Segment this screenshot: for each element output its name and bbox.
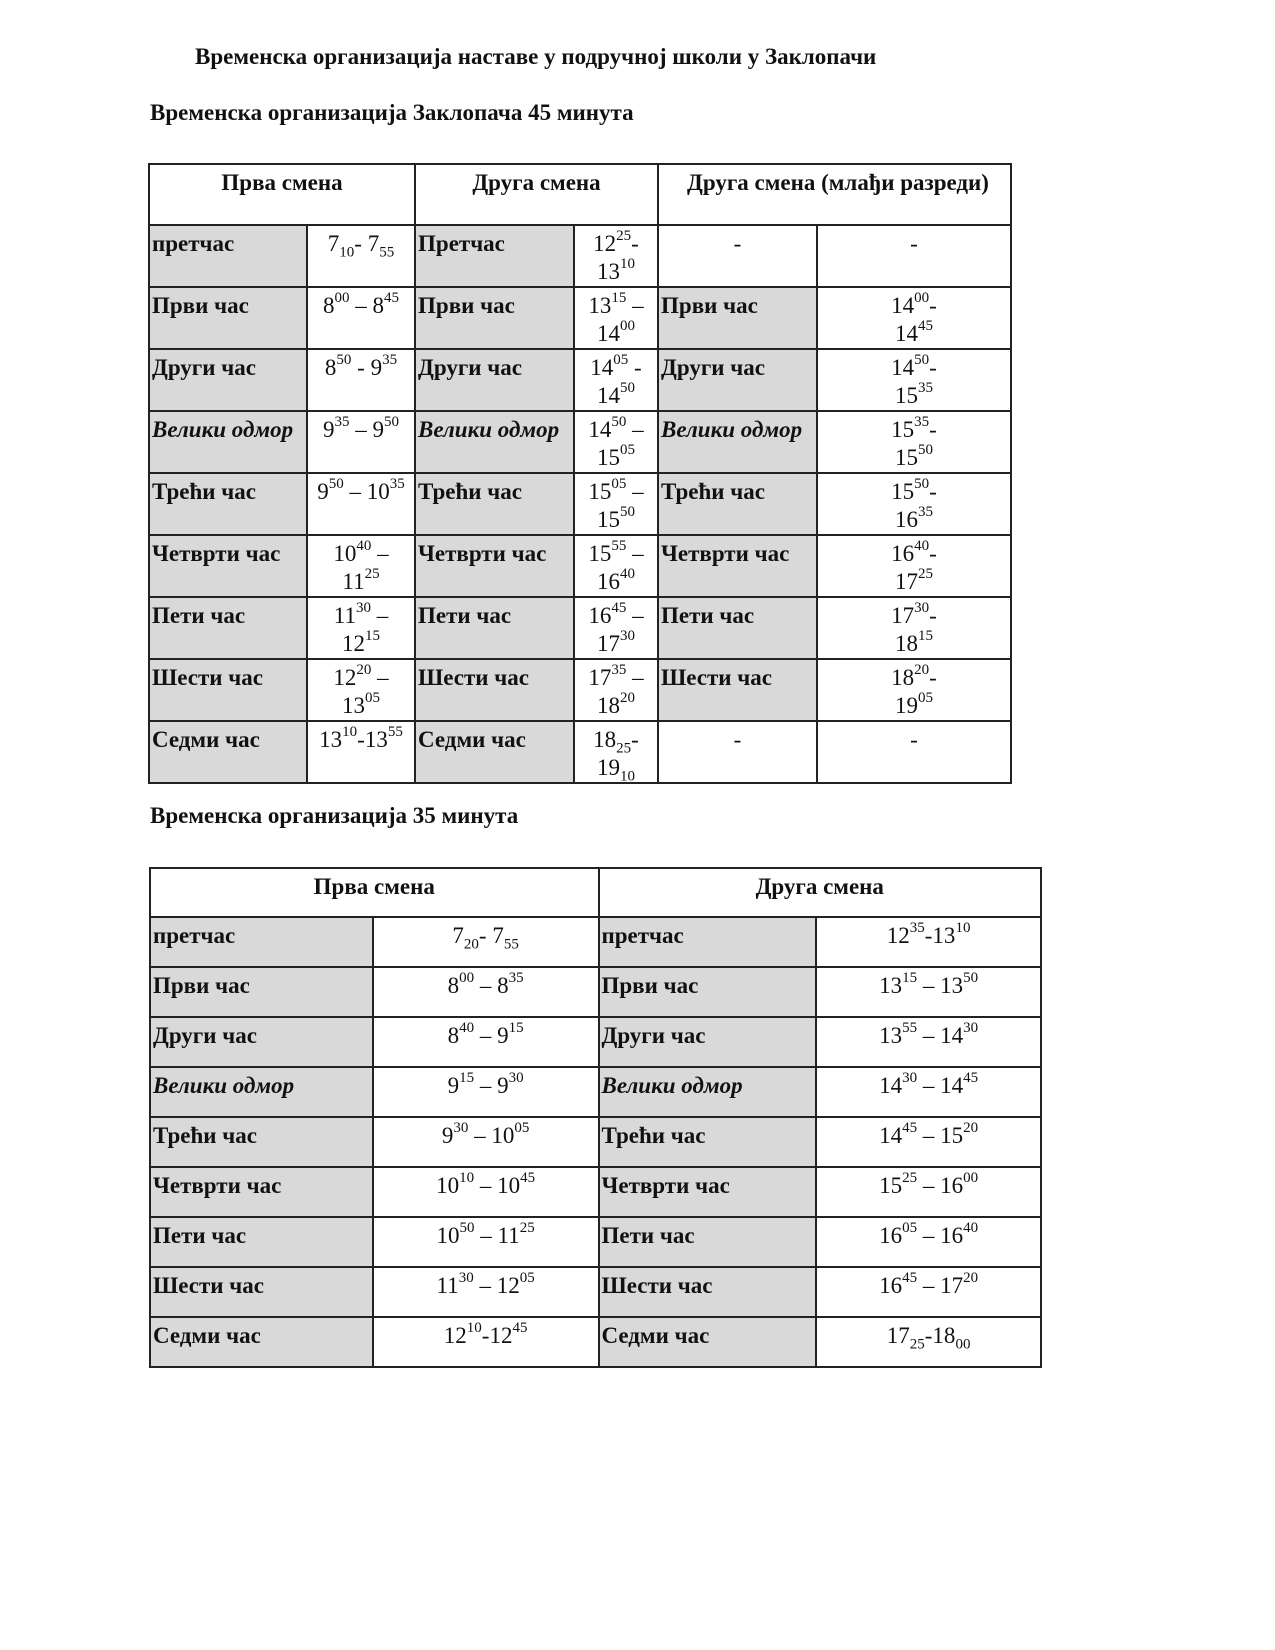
period-time: $12^{35}-13^{10}$ [816, 917, 1041, 967]
period-time: $17^{30}-$ $18^{15}$ [817, 597, 1011, 659]
period-label: Трећи час [149, 473, 307, 535]
header-first-shift: Прва смена [149, 164, 415, 225]
period-label: Шести час [658, 659, 817, 721]
header-second-shift: Друга смена [599, 868, 1042, 917]
period-label: Четврти час [415, 535, 574, 597]
period-label: Први час [150, 967, 373, 1017]
period-label: Велики одмор [415, 411, 574, 473]
period-time: $8^{40} - 9^{15}$ [373, 1017, 599, 1067]
period-time: $14^{00}-$ $14^{45}$ [817, 287, 1011, 349]
period-label: Други час [599, 1017, 817, 1067]
period-label: Четврти час [149, 535, 307, 597]
table-row [150, 917, 1041, 967]
header-second-shift-younger: Друга смена (млађи разреди) [658, 164, 1011, 225]
table-row [150, 967, 1041, 1017]
period-label: - [658, 225, 817, 287]
period-label: - [658, 721, 817, 783]
period-label: Први час [658, 287, 817, 349]
table-row [149, 535, 1011, 597]
period-time: $15^{25} - 16^{00}$ [816, 1167, 1041, 1217]
period-time: $8^{50} - 9^{35}$ [307, 349, 415, 411]
table-row [149, 659, 1011, 721]
period-label: Шести час [415, 659, 574, 721]
table-row [149, 349, 1011, 411]
period-label: Први час [149, 287, 307, 349]
period-time: $12^{10}-12^{45}$ [373, 1317, 599, 1367]
period-label: Први час [415, 287, 574, 349]
period-label: Шести час [149, 659, 307, 721]
period-time: $17_{25}-18_{00}$ [816, 1317, 1041, 1367]
period-time: $8^{00} - 8^{45}$ [307, 287, 415, 349]
period-time: $17^{35}$ – $18^{20}$ [574, 659, 658, 721]
table-row [150, 1317, 1041, 1367]
period-label: Пети час [415, 597, 574, 659]
period-time: $12^{25}-$ $13^{10}$ [574, 225, 658, 287]
period-label: претчас [150, 917, 373, 967]
period-label: Други час [415, 349, 574, 411]
table-row [149, 287, 1011, 349]
period-time: $14^{50}$ – $15^{05}$ [574, 411, 658, 473]
period-label: Пети час [150, 1217, 373, 1267]
section-35-heading: Временска организација 35 минута [150, 803, 519, 828]
period-time: $8^{00} - 8^{35}$ [373, 967, 599, 1017]
period-label: Други час [658, 349, 817, 411]
period-time: $14^{05}$ - $14^{50}$ [574, 349, 658, 411]
period-time: $15^{50}-$ $16^{35}$ [817, 473, 1011, 535]
period-time: $11^{30} - 12^{05}$ [373, 1267, 599, 1317]
table-row [149, 473, 1011, 535]
period-time: $13^{10}-13^{55}$ [307, 721, 415, 783]
period-label: Четврти час [150, 1167, 373, 1217]
period-time: $14^{45} - 15^{20}$ [816, 1117, 1041, 1167]
schedule-45-table [148, 163, 1012, 784]
period-time: $16^{05} - 16^{40}$ [816, 1217, 1041, 1267]
table-row [150, 1217, 1041, 1267]
period-label: Пети час [658, 597, 817, 659]
header-first-shift: Прва смена [150, 868, 599, 917]
period-label: Седми час [599, 1317, 817, 1367]
period-label: Четврти час [658, 535, 817, 597]
period-label: Седми час [415, 721, 574, 783]
period-label: Други час [150, 1017, 373, 1067]
period-time: $15^{55}$ – $16^{40}$ [574, 535, 658, 597]
period-label: Трећи час [658, 473, 817, 535]
period-time: $10^{40}$ – $11^{25}$ [307, 535, 415, 597]
period-label: Четврти час [599, 1167, 817, 1217]
period-label: Пети час [149, 597, 307, 659]
period-time: $18_{25}-$ $19_{10}$ [574, 721, 658, 783]
period-label: Трећи час [415, 473, 574, 535]
period-label: претчас [149, 225, 307, 287]
period-time: $9^{30} - 10^{05}$ [373, 1117, 599, 1167]
period-label: Шести час [150, 1267, 373, 1317]
period-label: претчас [599, 917, 817, 967]
period-time: - [817, 721, 1011, 783]
period-time: $11^{30}$ – $12^{15}$ [307, 597, 415, 659]
schedule-35-table [149, 867, 1042, 1368]
table-row [150, 1117, 1041, 1167]
period-label: Шести час [599, 1267, 817, 1317]
period-time: $7_{20}-$ $7_{55}$ [373, 917, 599, 967]
table-row [149, 411, 1011, 473]
period-time: $9^{35} - 9^{50}$ [307, 411, 415, 473]
period-label: Седми час [150, 1317, 373, 1367]
section-45-heading: Временска организација Заклопача 45 минута [150, 100, 634, 125]
period-label: Велики одмор [150, 1067, 373, 1117]
table-row [149, 597, 1011, 659]
period-label: Пети час [599, 1217, 817, 1267]
period-label: Велики одмор [599, 1067, 817, 1117]
period-label: Трећи час [150, 1117, 373, 1167]
period-time: $13^{15}$ – $14^{00}$ [574, 287, 658, 349]
table-row [150, 1017, 1041, 1067]
period-time: $16^{45}$ – $17^{30}$ [574, 597, 658, 659]
page-title: Временска организација наставе у подручној школи у Заклопачи [195, 44, 877, 69]
period-label: Претчас [415, 225, 574, 287]
period-time: $14^{50}-$ $15^{35}$ [817, 349, 1011, 411]
period-time: $9^{50} - 10^{35}$ [307, 473, 415, 535]
period-time: $16^{45} - 17^{20}$ [816, 1267, 1041, 1317]
table-row [150, 1067, 1041, 1117]
period-time: $15^{35}-$ $15^{50}$ [817, 411, 1011, 473]
table-row [149, 225, 1011, 287]
period-time: $15^{05}$ – $15^{50}$ [574, 473, 658, 535]
period-time: $7_{10}-$ $7_{55}$ [307, 225, 415, 287]
table-row [150, 1267, 1041, 1317]
period-label: Велики одмор [149, 411, 307, 473]
header-second-shift: Друга смена [415, 164, 658, 225]
period-time: $9^{15} - 9^{30}$ [373, 1067, 599, 1117]
period-time: $12^{20}$ – $13^{05}$ [307, 659, 415, 721]
period-time: $16^{40}-$ $17^{25}$ [817, 535, 1011, 597]
period-time: $10^{10} - 10^{45}$ [373, 1167, 599, 1217]
period-label: Први час [599, 967, 817, 1017]
period-label: Велики одмор [658, 411, 817, 473]
period-time: $13^{15} - 13^{50}$ [816, 967, 1041, 1017]
period-label: Други час [149, 349, 307, 411]
period-time: - [817, 225, 1011, 287]
period-time: $14^{30} - 14^{45}$ [816, 1067, 1041, 1117]
table-row [149, 721, 1011, 783]
table-row [150, 1167, 1041, 1217]
period-time: $13^{55} - 14^{30}$ [816, 1017, 1041, 1067]
period-time: $10^{50} - 11^{25}$ [373, 1217, 599, 1267]
period-time: $18^{20}-$ $19^{05}$ [817, 659, 1011, 721]
period-label: Седми час [149, 721, 307, 783]
period-label: Трећи час [599, 1117, 817, 1167]
